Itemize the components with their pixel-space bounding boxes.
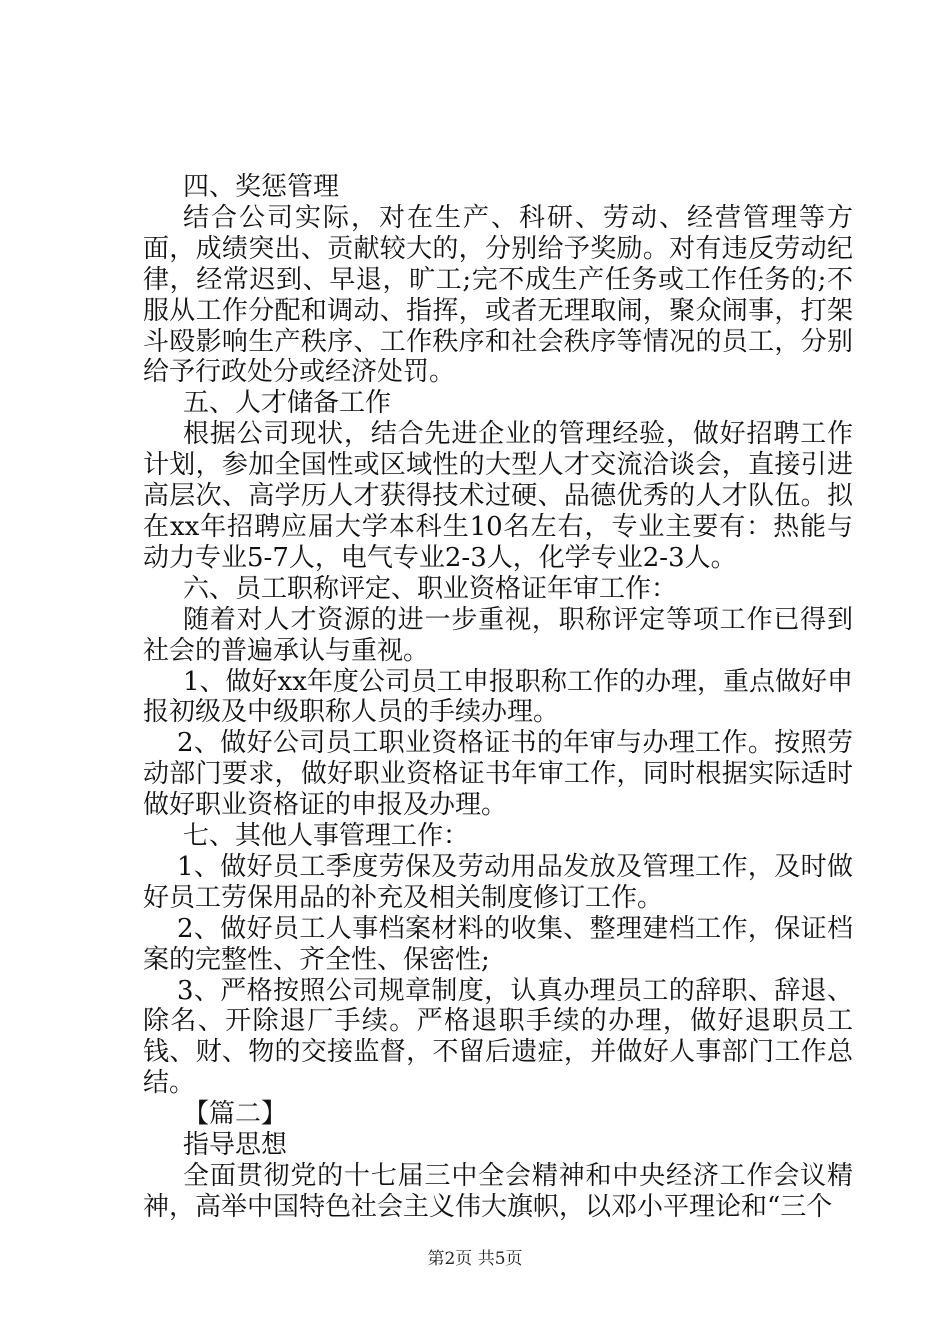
paragraph-rewards: 结合公司实际，对在生产、科研、劳动、经营管理等方面，成绩突出、贡献较大的，分别给予奖励。对有违反劳动纪律，经常迟到、早退，旷工;完不成生产任务或工作任务的;不服从工作分配和调动、指挥，或者无理取闹，聚众闹事，打架斗殴影响生产秩序、工作秩序和社会秩序等情况的员工，分别给予行政处分或经济处罚。 xyxy=(143,202,853,388)
page-footer: 第2页 共5页 xyxy=(427,1249,523,1269)
paragraph-titles-intro: 随着对人才资源的进一步重视，职称评定等项工作已得到社会的普遍承认与重视。 xyxy=(143,604,853,666)
paragraph-other-item-1: 1、做好员工季度劳保及劳动用品发放及管理工作，及时做好员工劳保用品的补充及相关制度修订工作。 xyxy=(143,851,853,913)
paragraph-guiding: 全面贯彻党的十七届三中全会精神和中央经济工作会议精神，高举中国特色社会主义伟大旗帜，以邓小平理论和“三个 xyxy=(143,1161,853,1222)
section-heading-other: 七、其他人事管理工作： xyxy=(183,821,470,852)
paragraph-titles-item-2: 2、做好公司员工职业资格证书的年审与办理工作。按照劳动部门要求，做好职业资格证书年审工作，同时根据实际适时做好职业资格证的申报及办理。 xyxy=(143,728,853,821)
paragraph-other-item-3: 3、严格按照公司规章制度，认真办理员工的辞职、辞退、除名、开除退厂手续。严格退职手续的办理，做好退职员工钱、财、物的交接监督，不留后遗症，并做好人事部门工作总结。 xyxy=(143,975,853,1099)
paragraph-talent: 根据公司现状，结合先进企业的管理经验，做好招聘工作计划，参加全国性或区域性的大型人才交流洽谈会，直接引进高层次、高学历人才获得技术过硬、品德优秀的人才队伍。拟在xx年招聘应届大学本科生10名左右，专业主要有：热能与动力专业5-7人，电气专业2-3人，化学专业2-3人。 xyxy=(143,419,853,573)
section-heading-talent: 五、人才储备工作 xyxy=(183,388,392,419)
section-heading-rewards: 四、奖惩管理 xyxy=(183,172,340,202)
section-heading-titles: 六、员工职称评定、职业资格证年审工作： xyxy=(183,573,678,604)
section-heading-guiding: 指导思想 xyxy=(183,1130,288,1161)
paragraph-titles-item-1: 1、做好xx年度公司员工申报职称工作的办理，重点做好申报初级及中级职称人员的手续办理。 xyxy=(143,666,853,728)
document-body xyxy=(143,172,853,1223)
section-heading-part-two: 【篇二】 xyxy=(183,1099,288,1130)
paragraph-other-item-2: 2、做好员工人事档案材料的收集、整理建档工作，保证档案的完整性、齐全性、保密性; xyxy=(143,913,853,975)
